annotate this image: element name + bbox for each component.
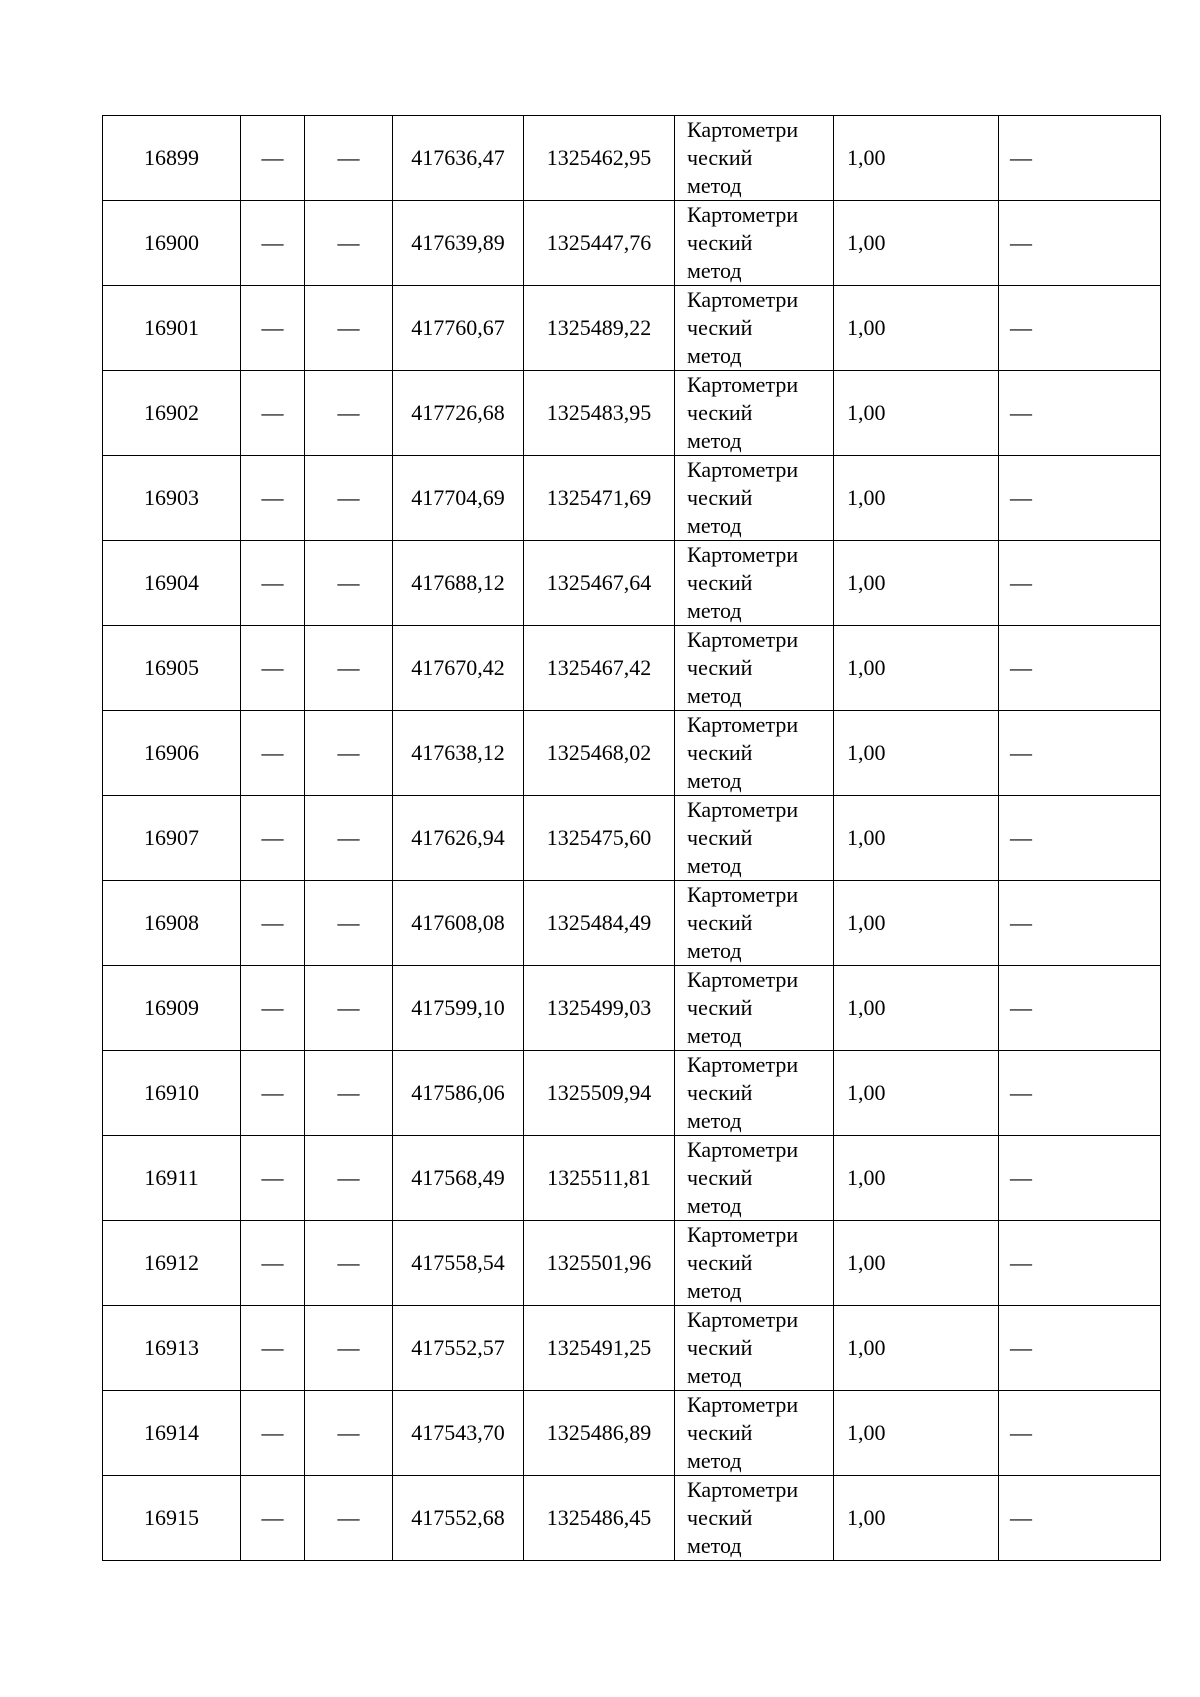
x-coordinate-cell: 417586,06 <box>393 1051 524 1136</box>
method-cell <box>675 1476 834 1561</box>
empty-dash-cell: — <box>999 1476 1161 1561</box>
accuracy-cell: 1,00 <box>834 966 999 1051</box>
empty-dash-cell: — <box>241 1476 305 1561</box>
accuracy-cell: 1,00 <box>834 1051 999 1136</box>
y-coordinate-cell: 1325486,89 <box>524 1391 675 1476</box>
table-row <box>103 201 1161 286</box>
method-line: метод <box>687 343 742 368</box>
table-row <box>103 1476 1161 1561</box>
empty-dash-cell: — <box>241 1136 305 1221</box>
empty-dash-cell: — <box>241 456 305 541</box>
method-line: ческий <box>687 230 753 255</box>
empty-dash-cell: — <box>999 1221 1161 1306</box>
empty-dash-cell: — <box>241 626 305 711</box>
x-coordinate-cell: 417760,67 <box>393 286 524 371</box>
accuracy-cell: 1,00 <box>834 626 999 711</box>
method-line: метод <box>687 513 742 538</box>
method-line: метод <box>687 683 742 708</box>
method-line: метод <box>687 258 742 283</box>
empty-dash-cell: — <box>305 1391 393 1476</box>
method-line: ческий <box>687 740 753 765</box>
empty-dash-cell: — <box>241 881 305 966</box>
method-line: ческий <box>687 1505 753 1530</box>
method-line: ческий <box>687 1420 753 1445</box>
empty-dash-cell: — <box>241 371 305 456</box>
x-coordinate-cell: 417670,42 <box>393 626 524 711</box>
point-number-cell: 16910 <box>103 1051 241 1136</box>
method-line: метод <box>687 1363 742 1388</box>
method-line: метод <box>687 1533 742 1558</box>
empty-dash-cell: — <box>999 371 1161 456</box>
method-line: метод <box>687 1193 742 1218</box>
method-cell <box>675 796 834 881</box>
point-number-cell: 16904 <box>103 541 241 626</box>
method-line: Картометри <box>687 117 799 142</box>
method-cell <box>675 1051 834 1136</box>
y-coordinate-cell: 1325484,49 <box>524 881 675 966</box>
x-coordinate-cell: 417552,57 <box>393 1306 524 1391</box>
empty-dash-cell: — <box>999 456 1161 541</box>
method-line: ческий <box>687 655 753 680</box>
empty-dash-cell: — <box>305 286 393 371</box>
table-row <box>103 881 1161 966</box>
empty-dash-cell: — <box>241 286 305 371</box>
empty-dash-cell: — <box>305 1476 393 1561</box>
empty-dash-cell: — <box>999 966 1161 1051</box>
method-line: Картометри <box>687 1477 799 1502</box>
empty-dash-cell: — <box>241 1391 305 1476</box>
empty-dash-cell: — <box>999 541 1161 626</box>
table-row <box>103 1051 1161 1136</box>
empty-dash-cell: — <box>305 796 393 881</box>
empty-dash-cell: — <box>305 1306 393 1391</box>
empty-dash-cell: — <box>241 1221 305 1306</box>
empty-dash-cell: — <box>999 1391 1161 1476</box>
point-number-cell: 16911 <box>103 1136 241 1221</box>
y-coordinate-cell: 1325471,69 <box>524 456 675 541</box>
empty-dash-cell: — <box>241 711 305 796</box>
method-cell <box>675 456 834 541</box>
table-row <box>103 456 1161 541</box>
method-line: ческий <box>687 1165 753 1190</box>
x-coordinate-cell: 417599,10 <box>393 966 524 1051</box>
method-line: Картометри <box>687 1392 799 1417</box>
accuracy-cell: 1,00 <box>834 796 999 881</box>
y-coordinate-cell: 1325509,94 <box>524 1051 675 1136</box>
method-line: метод <box>687 768 742 793</box>
table-row <box>103 796 1161 881</box>
accuracy-cell: 1,00 <box>834 881 999 966</box>
method-line: метод <box>687 853 742 878</box>
method-line: метод <box>687 938 742 963</box>
x-coordinate-cell: 417639,89 <box>393 201 524 286</box>
empty-dash-cell: — <box>999 116 1161 201</box>
accuracy-cell: 1,00 <box>834 456 999 541</box>
table-row <box>103 116 1161 201</box>
empty-dash-cell: — <box>241 1051 305 1136</box>
accuracy-cell: 1,00 <box>834 1306 999 1391</box>
empty-dash-cell: — <box>999 286 1161 371</box>
point-number-cell: 16914 <box>103 1391 241 1476</box>
y-coordinate-cell: 1325486,45 <box>524 1476 675 1561</box>
accuracy-cell: 1,00 <box>834 1476 999 1561</box>
accuracy-cell: 1,00 <box>834 286 999 371</box>
method-cell <box>675 966 834 1051</box>
table-row <box>103 286 1161 371</box>
empty-dash-cell: — <box>999 881 1161 966</box>
method-line: ческий <box>687 1335 753 1360</box>
method-line: Картометри <box>687 967 799 992</box>
method-line: Картометри <box>687 882 799 907</box>
point-number-cell: 16903 <box>103 456 241 541</box>
y-coordinate-cell: 1325462,95 <box>524 116 675 201</box>
y-coordinate-cell: 1325483,95 <box>524 371 675 456</box>
method-cell <box>675 1306 834 1391</box>
point-number-cell: 16913 <box>103 1306 241 1391</box>
empty-dash-cell: — <box>305 881 393 966</box>
table-row <box>103 1136 1161 1221</box>
method-cell <box>675 1391 834 1476</box>
method-line: Картометри <box>687 1222 799 1247</box>
y-coordinate-cell: 1325501,96 <box>524 1221 675 1306</box>
empty-dash-cell: — <box>305 1051 393 1136</box>
method-cell <box>675 626 834 711</box>
point-number-cell: 16915 <box>103 1476 241 1561</box>
x-coordinate-cell: 417543,70 <box>393 1391 524 1476</box>
empty-dash-cell: — <box>305 1136 393 1221</box>
x-coordinate-cell: 417626,94 <box>393 796 524 881</box>
method-cell <box>675 201 834 286</box>
method-line: Картометри <box>687 542 799 567</box>
empty-dash-cell: — <box>305 116 393 201</box>
point-number-cell: 16901 <box>103 286 241 371</box>
method-line: ческий <box>687 145 753 170</box>
method-line: Картометри <box>687 1052 799 1077</box>
empty-dash-cell: — <box>999 796 1161 881</box>
empty-dash-cell: — <box>241 1306 305 1391</box>
point-number-cell: 16902 <box>103 371 241 456</box>
x-coordinate-cell: 417726,68 <box>393 371 524 456</box>
table-row <box>103 1391 1161 1476</box>
method-cell <box>675 371 834 456</box>
point-number-cell: 16912 <box>103 1221 241 1306</box>
table-body <box>103 116 1161 1561</box>
empty-dash-cell: — <box>305 626 393 711</box>
method-line: ческий <box>687 485 753 510</box>
method-line: ческий <box>687 315 753 340</box>
y-coordinate-cell: 1325491,25 <box>524 1306 675 1391</box>
method-line: ческий <box>687 825 753 850</box>
x-coordinate-cell: 417636,47 <box>393 116 524 201</box>
x-coordinate-cell: 417552,68 <box>393 1476 524 1561</box>
method-line: ческий <box>687 1080 753 1105</box>
method-line: Картометри <box>687 1307 799 1332</box>
table-row <box>103 1306 1161 1391</box>
y-coordinate-cell: 1325475,60 <box>524 796 675 881</box>
method-cell <box>675 1136 834 1221</box>
method-line: ческий <box>687 1250 753 1275</box>
empty-dash-cell: — <box>241 796 305 881</box>
point-number-cell: 16899 <box>103 116 241 201</box>
method-line: ческий <box>687 910 753 935</box>
table-row <box>103 1221 1161 1306</box>
point-number-cell: 16909 <box>103 966 241 1051</box>
point-number-cell: 16906 <box>103 711 241 796</box>
table-row <box>103 541 1161 626</box>
method-line: Картометри <box>687 372 799 397</box>
empty-dash-cell: — <box>241 966 305 1051</box>
x-coordinate-cell: 417704,69 <box>393 456 524 541</box>
method-line: метод <box>687 1108 742 1133</box>
table-row <box>103 966 1161 1051</box>
point-number-cell: 16900 <box>103 201 241 286</box>
x-coordinate-cell: 417568,49 <box>393 1136 524 1221</box>
method-line: Картометри <box>687 1137 799 1162</box>
table-row <box>103 626 1161 711</box>
accuracy-cell: 1,00 <box>834 541 999 626</box>
empty-dash-cell: — <box>999 1306 1161 1391</box>
x-coordinate-cell: 417558,54 <box>393 1221 524 1306</box>
method-line: метод <box>687 598 742 623</box>
accuracy-cell: 1,00 <box>834 711 999 796</box>
method-cell <box>675 711 834 796</box>
table-row <box>103 371 1161 456</box>
x-coordinate-cell: 417638,12 <box>393 711 524 796</box>
accuracy-cell: 1,00 <box>834 1391 999 1476</box>
method-line: ческий <box>687 570 753 595</box>
x-coordinate-cell: 417608,08 <box>393 881 524 966</box>
empty-dash-cell: — <box>241 201 305 286</box>
method-line: Картометри <box>687 457 799 482</box>
empty-dash-cell: — <box>305 371 393 456</box>
accuracy-cell: 1,00 <box>834 371 999 456</box>
point-number-cell: 16908 <box>103 881 241 966</box>
y-coordinate-cell: 1325467,42 <box>524 626 675 711</box>
y-coordinate-cell: 1325447,76 <box>524 201 675 286</box>
empty-dash-cell: — <box>241 116 305 201</box>
empty-dash-cell: — <box>999 201 1161 286</box>
method-cell <box>675 1221 834 1306</box>
accuracy-cell: 1,00 <box>834 1136 999 1221</box>
table-row <box>103 711 1161 796</box>
accuracy-cell: 1,00 <box>834 1221 999 1306</box>
x-coordinate-cell: 417688,12 <box>393 541 524 626</box>
empty-dash-cell: — <box>999 1136 1161 1221</box>
method-line: ческий <box>687 400 753 425</box>
empty-dash-cell: — <box>241 541 305 626</box>
point-number-cell: 16907 <box>103 796 241 881</box>
empty-dash-cell: — <box>305 541 393 626</box>
empty-dash-cell: — <box>999 626 1161 711</box>
method-line: Картометри <box>687 627 799 652</box>
method-line: Картометри <box>687 712 799 737</box>
point-number-cell: 16905 <box>103 626 241 711</box>
accuracy-cell: 1,00 <box>834 201 999 286</box>
y-coordinate-cell: 1325489,22 <box>524 286 675 371</box>
method-line: метод <box>687 1448 742 1473</box>
method-line: Картометри <box>687 202 799 227</box>
method-line: метод <box>687 1023 742 1048</box>
method-cell <box>675 881 834 966</box>
accuracy-cell: 1,00 <box>834 116 999 201</box>
empty-dash-cell: — <box>305 711 393 796</box>
empty-dash-cell: — <box>305 456 393 541</box>
method-cell <box>675 116 834 201</box>
method-line: Картометри <box>687 287 799 312</box>
method-cell <box>675 286 834 371</box>
coordinates-table <box>102 115 1161 1561</box>
method-cell <box>675 541 834 626</box>
empty-dash-cell: — <box>305 1221 393 1306</box>
empty-dash-cell: — <box>999 711 1161 796</box>
empty-dash-cell: — <box>305 201 393 286</box>
method-line: метод <box>687 173 742 198</box>
empty-dash-cell: — <box>999 1051 1161 1136</box>
method-line: ческий <box>687 995 753 1020</box>
y-coordinate-cell: 1325467,64 <box>524 541 675 626</box>
method-line: Картометри <box>687 797 799 822</box>
method-line: метод <box>687 428 742 453</box>
method-line: метод <box>687 1278 742 1303</box>
y-coordinate-cell: 1325499,03 <box>524 966 675 1051</box>
y-coordinate-cell: 1325468,02 <box>524 711 675 796</box>
empty-dash-cell: — <box>305 966 393 1051</box>
y-coordinate-cell: 1325511,81 <box>524 1136 675 1221</box>
